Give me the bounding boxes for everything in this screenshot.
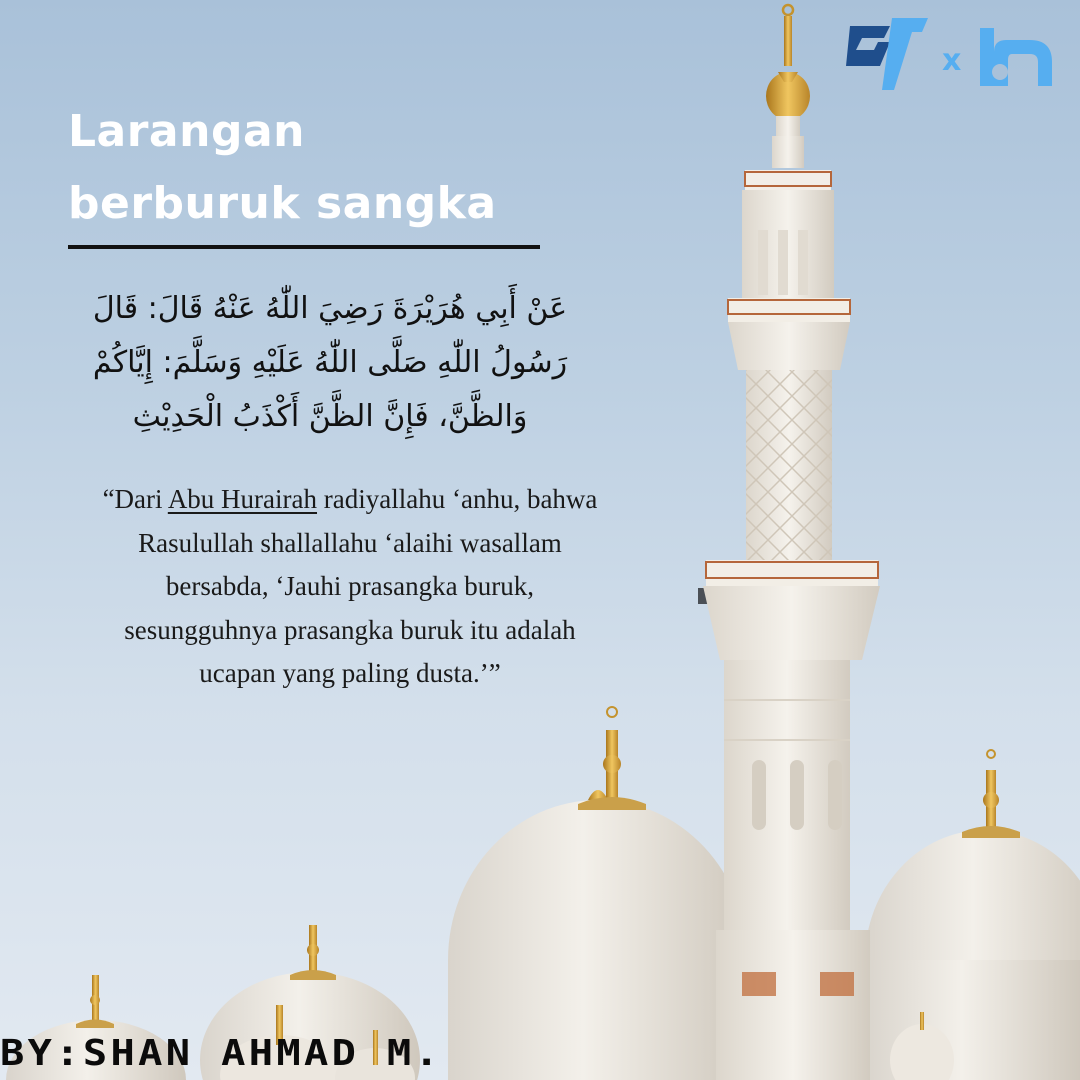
translation-line-5: ucapan yang paling dusta.’” (199, 658, 501, 688)
poster-title (68, 96, 497, 240)
translation-line-1 (30, 478, 670, 522)
hadith-translation (30, 478, 670, 696)
title-divider (68, 245, 540, 249)
arabic-line: رَسُولُ اللّٰهِ صَلَّى اللّٰهُ عَلَيْهِ وَسَلَّمَ: إِيَّاكُمْ (92, 345, 568, 380)
center-dome (448, 707, 748, 1080)
title-line-1: Larangan (68, 106, 305, 157)
translation-text: “Dari (102, 484, 168, 514)
translation-line-3: bersabda, ‘Jauhi prasangka buruk, (165, 571, 535, 601)
translation-line-2: Rasulullah shallallahu ‘alaihi wasallam (138, 527, 562, 558)
right-dome (865, 750, 1080, 1080)
minaret (698, 5, 880, 1080)
brand-logos (840, 14, 1060, 94)
arabic-line: وَالظَّنَّ، فَإِنَّ الظَّنَّ أَكْذَبُ الْحَدِيْثِ (132, 399, 528, 434)
translation-text: radiyallahu ‘anhu, bahwa (317, 484, 598, 514)
arabic-line: عَنْ أَبِي هُرَيْرَةَ رَضِيَ اللّٰهُ عَنْهُ قَالَ: قَالَ (92, 291, 568, 326)
gt-logo-icon (846, 18, 928, 90)
ith-logo-icon (980, 28, 1052, 86)
hadith-arabic-text (40, 282, 620, 444)
author-byline: BY:SHAN AHMAD M. (0, 1033, 443, 1074)
abu-hurairah-link[interactable]: Abu Hurairah (167, 484, 318, 514)
title-line-2: berburuk sangka (68, 178, 497, 229)
translation-line-4: sesungguhnya prasangka buruk itu adalah (124, 614, 576, 645)
logo-separator: x (942, 43, 962, 78)
